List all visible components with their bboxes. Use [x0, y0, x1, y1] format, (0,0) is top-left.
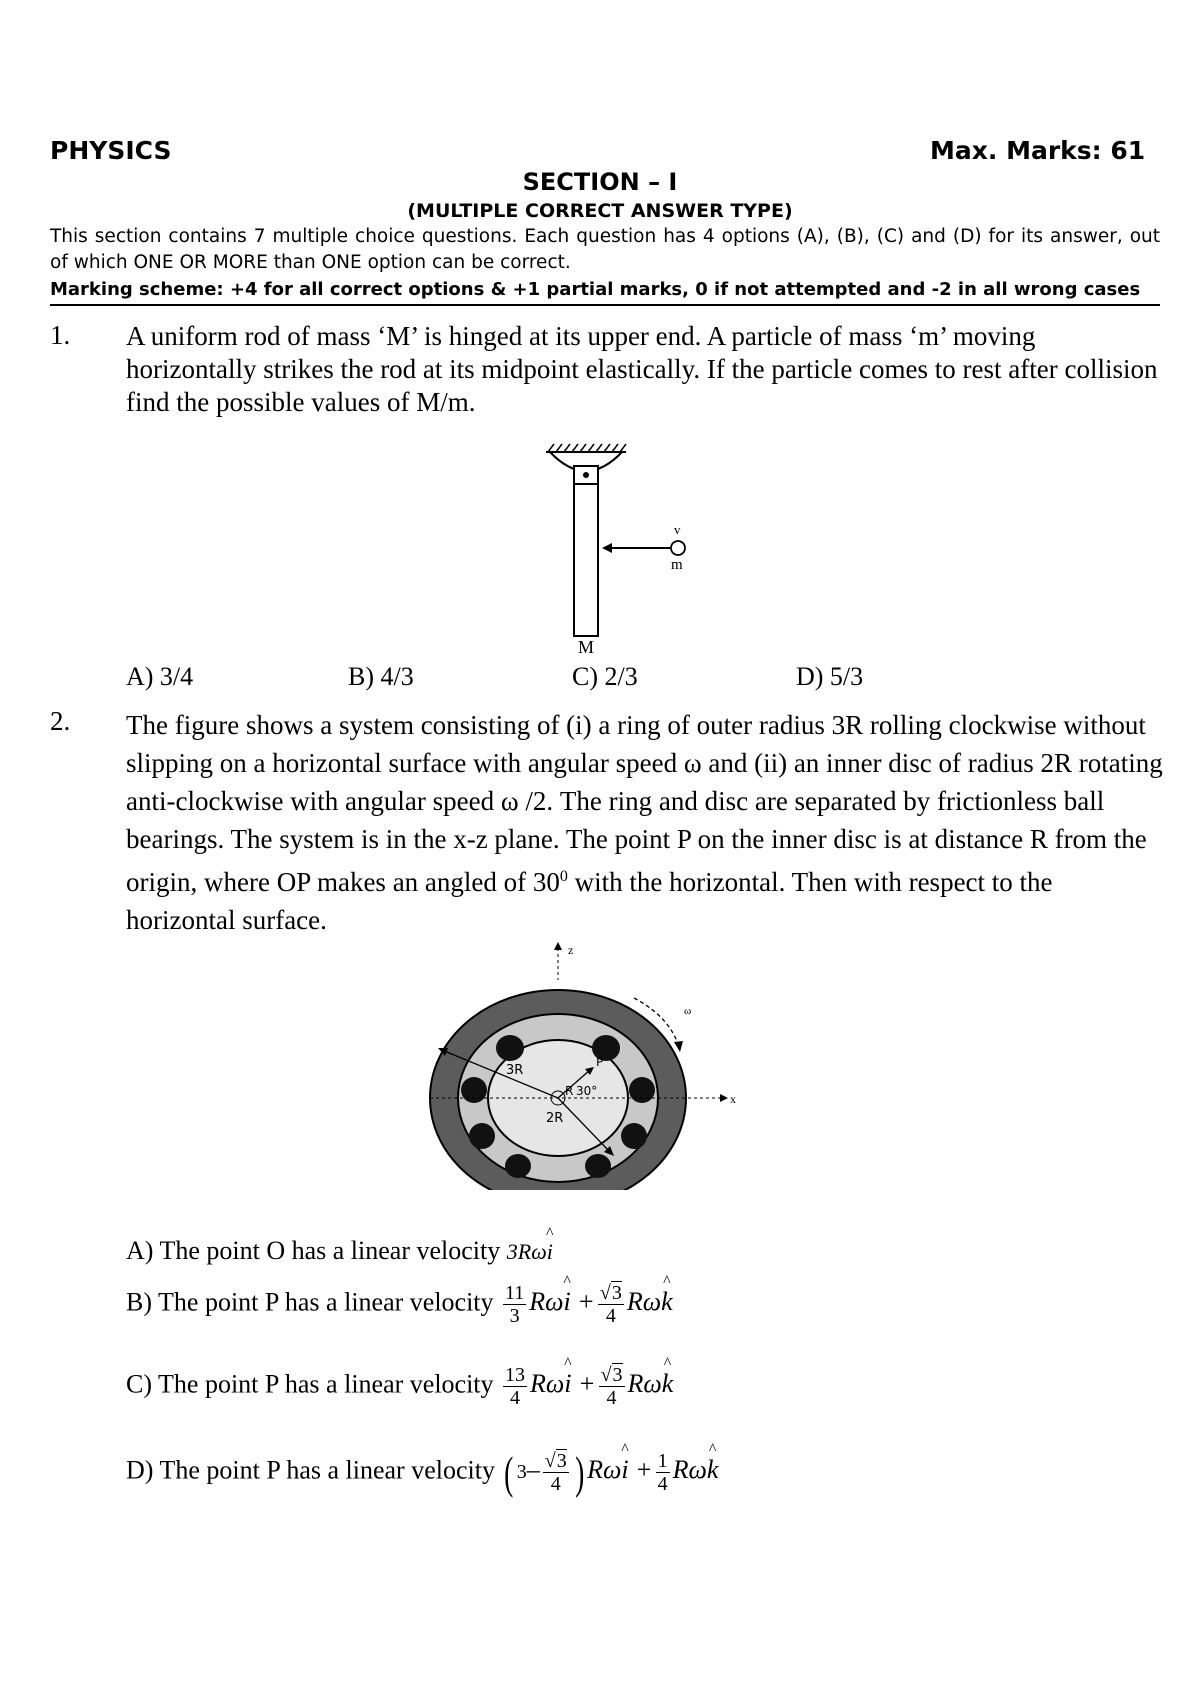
section-title: SECTION – I: [522, 168, 678, 196]
question-2-figure: [420, 940, 800, 1190]
question-1-option-d[interactable]: D) 5/3: [796, 662, 864, 691]
question-1-option-b[interactable]: B) 4/3: [348, 662, 414, 691]
subject-title: PHYSICS: [50, 136, 172, 165]
question-1-figure: [530, 440, 730, 660]
question-2-option-a[interactable]: A) The point O has a linear velocity 3Rω^ i: [126, 1236, 553, 1266]
section-instructions: This section contains 7 multiple choice questions. Each question has 4 options (A), (B), (C) and (D) for its answer, out of which ONE OR MORE than ONE option can be correct.: [50, 226, 1160, 273]
x-axis-label: x: [730, 1092, 736, 1106]
question-2-number: 2.: [50, 706, 71, 736]
inner-radius-label: 2R: [546, 1111, 564, 1126]
omega-label: ω: [684, 1005, 692, 1017]
point-p-label: P: [596, 1055, 604, 1069]
question-2-option-c[interactable]: C) The point P has a linear velocity $\frac{13}{4}$ Rω^ i + $\frac{√3}{4}$ Rω^ k: [126, 1364, 673, 1409]
question-2-text: The figure shows a system consisting of (i) a ring of outer radius 3R rolling clockwise without slipping on a horizontal surface with angular speed ω and (ii) an inner disc of radius 2R rotating anti-clockwise with angular speed ω /2. The ring and disc are separated by frictionless ball bearings. The system is in the x-z plane. The point P on the inner disc is at distance R from the origin, where OP makes an angled of $30^0$ with the horizontal. Then with respect to the horizontal surface.: [126, 710, 1163, 935]
z-axis-label: z: [568, 943, 574, 957]
section-type: (MULTIPLE CORRECT ANSWER TYPE): [407, 200, 793, 222]
max-marks: Max. Marks: 61: [930, 136, 1146, 165]
angle-label: 30°: [576, 1084, 598, 1098]
velocity-label: v: [674, 522, 681, 537]
divider: [50, 304, 1160, 306]
op-radius-label: R: [565, 1084, 574, 1098]
question-2-option-b[interactable]: B) The point P has a linear velocity $\frac{11}{3}$ Rω^ i + $\frac{√3}{4}$ Rω^ k: [126, 1282, 673, 1327]
question-1-number: 1.: [50, 320, 71, 350]
rod-mass-label: M: [578, 637, 595, 657]
question-1-option-a[interactable]: A) 3/4: [126, 662, 194, 691]
particle-mass-label: m: [671, 557, 683, 573]
question-1-option-c[interactable]: C) 2/3: [572, 662, 638, 691]
outer-radius-label: 3R: [506, 1063, 524, 1078]
question-1-text: A uniform rod of mass ‘M’ is hinged at its upper end. A particle of mass ‘m’ moving horizontally strikes the rod at its midpoint elastically. If the particle comes to rest after collision find the possible values of M/m.: [126, 321, 1158, 417]
marking-scheme: Marking scheme: +4 for all correct options & +1 partial marks, 0 if not attempted and -2 in all wrong cases: [50, 279, 1141, 300]
question-2-option-d[interactable]: D) The point P has a linear velocity ( 3– $\frac{√3}{4}$ ) Rω^ i + $\frac{1}{4}$ Rω^ k: [126, 1450, 718, 1495]
